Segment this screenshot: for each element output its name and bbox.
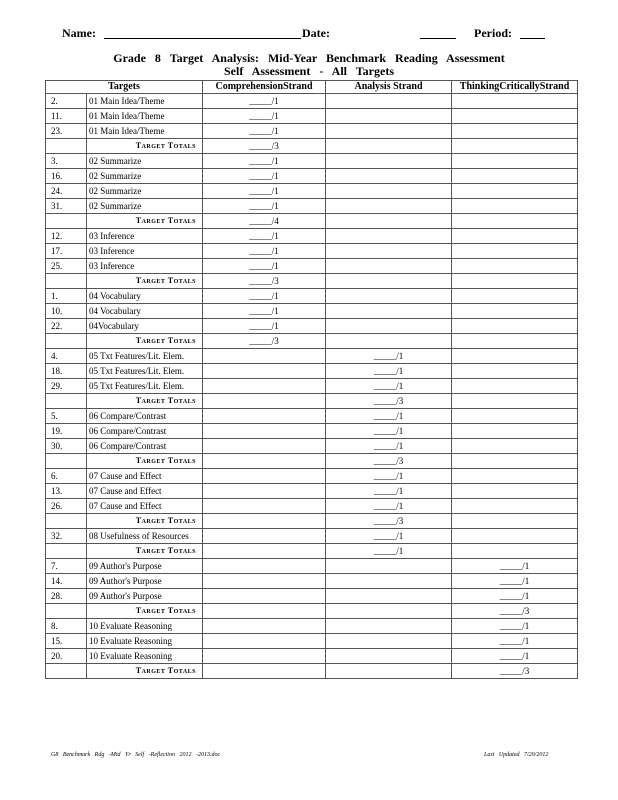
- score-field[interactable]: _____/1: [452, 634, 578, 649]
- table-row: [46, 574, 578, 589]
- score-field[interactable]: _____/1: [326, 499, 452, 514]
- target-name: 10 Evaluate Reasoning: [87, 619, 203, 634]
- question-number: 15.: [46, 634, 87, 649]
- score-field[interactable]: _____/3: [452, 664, 578, 679]
- score-field[interactable]: _____/1: [203, 169, 326, 184]
- empty-cell: [452, 439, 578, 454]
- empty-cell: [326, 589, 452, 604]
- score-field[interactable]: _____/1: [452, 574, 578, 589]
- table-row: [46, 439, 578, 454]
- empty-cell: [203, 499, 326, 514]
- question-number: 25.: [46, 259, 87, 274]
- empty-cell: [452, 379, 578, 394]
- table-row: [46, 469, 578, 484]
- empty-cell: [452, 169, 578, 184]
- score-field[interactable]: _____/4: [203, 214, 326, 229]
- target-name: 06 Compare/Contrast: [87, 439, 203, 454]
- empty-cell: [452, 424, 578, 439]
- score-field[interactable]: _____/1: [203, 319, 326, 334]
- target-name: 03 Inference: [87, 244, 203, 259]
- num-cell: [46, 454, 87, 469]
- target-totals-row: [46, 604, 578, 619]
- empty-cell: [452, 544, 578, 559]
- question-number: 18.: [46, 364, 87, 379]
- empty-cell: [452, 334, 578, 349]
- empty-cell: [326, 649, 452, 664]
- period-field[interactable]: [520, 26, 545, 39]
- target-totals-label: Target Totals: [87, 214, 203, 229]
- score-field[interactable]: _____/1: [326, 469, 452, 484]
- num-cell: [46, 604, 87, 619]
- table-row: [46, 244, 578, 259]
- empty-cell: [452, 514, 578, 529]
- target-totals-row: [46, 454, 578, 469]
- empty-cell: [452, 184, 578, 199]
- target-totals-row: [46, 274, 578, 289]
- empty-cell: [326, 154, 452, 169]
- question-number: 16.: [46, 169, 87, 184]
- empty-cell: [203, 529, 326, 544]
- table-row: [46, 634, 578, 649]
- empty-cell: [203, 619, 326, 634]
- empty-cell: [452, 109, 578, 124]
- table-row: [46, 409, 578, 424]
- target-totals-label: Target Totals: [87, 334, 203, 349]
- score-field[interactable]: _____/1: [203, 244, 326, 259]
- score-field[interactable]: _____/1: [326, 439, 452, 454]
- target-totals-label: Target Totals: [87, 274, 203, 289]
- empty-cell: [203, 469, 326, 484]
- score-field[interactable]: _____/1: [452, 559, 578, 574]
- num-cell: [46, 214, 87, 229]
- table-row: [46, 484, 578, 499]
- question-number: 7.: [46, 559, 87, 574]
- empty-cell: [452, 319, 578, 334]
- score-field[interactable]: _____/1: [452, 619, 578, 634]
- question-number: 4.: [46, 349, 87, 364]
- empty-cell: [203, 604, 326, 619]
- target-name: 07 Cause and Effect: [87, 484, 203, 499]
- empty-cell: [203, 394, 326, 409]
- score-field[interactable]: _____/3: [326, 394, 452, 409]
- target-name: 04Vocabulary: [87, 319, 203, 334]
- target-name: 01 Main Idea/Theme: [87, 109, 203, 124]
- table-row: [46, 424, 578, 439]
- empty-cell: [326, 574, 452, 589]
- empty-cell: [452, 214, 578, 229]
- empty-cell: [452, 529, 578, 544]
- empty-cell: [203, 634, 326, 649]
- score-field[interactable]: _____/3: [203, 139, 326, 154]
- score-field[interactable]: _____/1: [203, 229, 326, 244]
- target-name: 09 Author's Purpose: [87, 574, 203, 589]
- score-field[interactable]: _____/1: [326, 364, 452, 379]
- score-field[interactable]: _____/3: [452, 604, 578, 619]
- empty-cell: [326, 319, 452, 334]
- target-name: 07 Cause and Effect: [87, 469, 203, 484]
- empty-cell: [452, 349, 578, 364]
- empty-cell: [203, 409, 326, 424]
- table-row: [46, 289, 578, 304]
- footer-updated: Last Updated 7/20/2012: [484, 752, 549, 758]
- name-label: Name:: [62, 26, 96, 40]
- question-number: 30.: [46, 439, 87, 454]
- score-field[interactable]: _____/1: [326, 349, 452, 364]
- target-name: 08 Usefulness of Resources: [87, 529, 203, 544]
- question-number: 32.: [46, 529, 87, 544]
- score-field[interactable]: _____/1: [203, 289, 326, 304]
- score-field[interactable]: _____/1: [203, 109, 326, 124]
- target-name: 03 Inference: [87, 259, 203, 274]
- score-field[interactable]: _____/1: [203, 304, 326, 319]
- empty-cell: [326, 304, 452, 319]
- table-row: [46, 364, 578, 379]
- empty-cell: [326, 559, 452, 574]
- score-field[interactable]: _____/3: [203, 334, 326, 349]
- score-field[interactable]: _____/1: [452, 589, 578, 604]
- empty-cell: [452, 499, 578, 514]
- target-totals-label: Target Totals: [87, 394, 203, 409]
- table-row: [46, 199, 578, 214]
- empty-cell: [326, 169, 452, 184]
- empty-cell: [203, 454, 326, 469]
- empty-cell: [326, 274, 452, 289]
- name-field[interactable]: [104, 26, 301, 39]
- target-name: 01 Main Idea/Theme: [87, 124, 203, 139]
- target-totals-label: Target Totals: [87, 604, 203, 619]
- table-row: [46, 589, 578, 604]
- question-number: 29.: [46, 379, 87, 394]
- target-name: 02 Summarize: [87, 154, 203, 169]
- date-field[interactable]: [420, 26, 456, 39]
- target-totals-row: [46, 139, 578, 154]
- score-field[interactable]: _____/1: [326, 379, 452, 394]
- question-number: 2.: [46, 94, 87, 109]
- empty-cell: [203, 424, 326, 439]
- target-totals-label: Target Totals: [87, 544, 203, 559]
- target-totals-label: Target Totals: [87, 514, 203, 529]
- score-field[interactable]: _____/1: [203, 124, 326, 139]
- target-analysis-table: [45, 80, 578, 679]
- table-row: [46, 169, 578, 184]
- empty-cell: [326, 94, 452, 109]
- empty-cell: [203, 514, 326, 529]
- empty-cell: [203, 484, 326, 499]
- table-row: [46, 94, 578, 109]
- empty-cell: [326, 184, 452, 199]
- empty-cell: [452, 364, 578, 379]
- period-label: Period:: [474, 26, 512, 40]
- score-field[interactable]: _____/1: [203, 94, 326, 109]
- table-row: [46, 124, 578, 139]
- num-cell: [46, 394, 87, 409]
- target-name: 03 Inference: [87, 229, 203, 244]
- target-totals-row: [46, 334, 578, 349]
- target-name: 09 Author's Purpose: [87, 559, 203, 574]
- score-field[interactable]: _____/1: [326, 409, 452, 424]
- empty-cell: [203, 439, 326, 454]
- col-header-thinking-critically: ThinkingCriticallyStrand: [452, 81, 578, 94]
- question-number: 11.: [46, 109, 87, 124]
- table-row: [46, 529, 578, 544]
- question-number: 23.: [46, 124, 87, 139]
- empty-cell: [452, 94, 578, 109]
- question-number: 24.: [46, 184, 87, 199]
- score-field[interactable]: _____/1: [326, 544, 452, 559]
- target-name: 06 Compare/Contrast: [87, 424, 203, 439]
- page-title: Grade 8 Target Analysis: Mid-Year Benchmark Reading Assessment: [113, 51, 505, 65]
- empty-cell: [326, 289, 452, 304]
- empty-cell: [452, 289, 578, 304]
- page-subtitle: Self Assessment - All Targets: [223, 64, 394, 78]
- num-cell: [46, 139, 87, 154]
- question-number: 19.: [46, 424, 87, 439]
- target-name: 04 Vocabulary: [87, 289, 203, 304]
- target-name: 02 Summarize: [87, 184, 203, 199]
- empty-cell: [452, 394, 578, 409]
- target-totals-row: [46, 514, 578, 529]
- empty-cell: [452, 229, 578, 244]
- target-totals-row: [46, 214, 578, 229]
- table-row: [46, 559, 578, 574]
- empty-cell: [203, 589, 326, 604]
- target-name: 01 Main Idea/Theme: [87, 94, 203, 109]
- question-number: 3.: [46, 154, 87, 169]
- target-name: 09 Author's Purpose: [87, 589, 203, 604]
- col-header-comprehension: ComprehensionStrand: [203, 81, 326, 94]
- num-cell: [46, 334, 87, 349]
- empty-cell: [452, 469, 578, 484]
- empty-cell: [203, 349, 326, 364]
- empty-cell: [326, 334, 452, 349]
- table-row: [46, 379, 578, 394]
- question-number: 26.: [46, 499, 87, 514]
- empty-cell: [203, 379, 326, 394]
- target-name: 05 Txt Features/Lit. Elem.: [87, 349, 203, 364]
- table-row: [46, 349, 578, 364]
- empty-cell: [326, 124, 452, 139]
- question-number: 13.: [46, 484, 87, 499]
- table-row: [46, 229, 578, 244]
- col-header-analysis: Analysis Strand: [326, 81, 452, 94]
- score-field[interactable]: _____/3: [326, 514, 452, 529]
- question-number: 20.: [46, 649, 87, 664]
- score-field[interactable]: _____/1: [203, 259, 326, 274]
- target-totals-row: [46, 394, 578, 409]
- num-cell: [46, 544, 87, 559]
- question-number: 10.: [46, 304, 87, 319]
- score-field[interactable]: _____/3: [326, 454, 452, 469]
- target-name: 06 Compare/Contrast: [87, 409, 203, 424]
- empty-cell: [203, 559, 326, 574]
- empty-cell: [203, 574, 326, 589]
- empty-cell: [203, 649, 326, 664]
- empty-cell: [452, 454, 578, 469]
- table-row: [46, 184, 578, 199]
- target-totals-label: Target Totals: [87, 454, 203, 469]
- empty-cell: [203, 364, 326, 379]
- col-header-targets: Targets: [46, 81, 203, 94]
- empty-cell: [326, 214, 452, 229]
- target-name: 10 Evaluate Reasoning: [87, 634, 203, 649]
- score-field[interactable]: _____/1: [203, 199, 326, 214]
- empty-cell: [452, 199, 578, 214]
- table-row: [46, 109, 578, 124]
- target-name: 04 Vocabulary: [87, 304, 203, 319]
- empty-cell: [326, 619, 452, 634]
- score-field[interactable]: _____/1: [326, 484, 452, 499]
- empty-cell: [326, 139, 452, 154]
- question-number: 5.: [46, 409, 87, 424]
- table-row: [46, 649, 578, 664]
- table-row: [46, 619, 578, 634]
- empty-cell: [326, 229, 452, 244]
- empty-cell: [326, 664, 452, 679]
- empty-cell: [326, 634, 452, 649]
- empty-cell: [452, 274, 578, 289]
- question-number: 22.: [46, 319, 87, 334]
- num-cell: [46, 664, 87, 679]
- score-field[interactable]: _____/1: [203, 154, 326, 169]
- empty-cell: [326, 604, 452, 619]
- target-name: 05 Txt Features/Lit. Elem.: [87, 379, 203, 394]
- question-number: 12.: [46, 229, 87, 244]
- table-row: [46, 259, 578, 274]
- table-row: [46, 319, 578, 334]
- num-cell: [46, 274, 87, 289]
- table-header-row: [46, 81, 578, 94]
- empty-cell: [203, 664, 326, 679]
- score-field[interactable]: _____/1: [203, 184, 326, 199]
- score-field[interactable]: _____/1: [326, 424, 452, 439]
- empty-cell: [452, 304, 578, 319]
- score-field[interactable]: _____/1: [326, 529, 452, 544]
- date-label: Date:: [302, 26, 330, 40]
- question-number: 17.: [46, 244, 87, 259]
- empty-cell: [452, 124, 578, 139]
- target-totals-label: Target Totals: [87, 664, 203, 679]
- table-body: [46, 94, 578, 679]
- question-number: 14.: [46, 574, 87, 589]
- target-name: 07 Cause and Effect: [87, 499, 203, 514]
- question-number: 31.: [46, 199, 87, 214]
- empty-cell: [326, 244, 452, 259]
- empty-cell: [326, 259, 452, 274]
- empty-cell: [326, 199, 452, 214]
- question-number: 8.: [46, 619, 87, 634]
- empty-cell: [326, 109, 452, 124]
- target-totals-row: [46, 664, 578, 679]
- header-row: [0, 26, 618, 44]
- table-row: [46, 499, 578, 514]
- question-number: 6.: [46, 469, 87, 484]
- empty-cell: [452, 484, 578, 499]
- empty-cell: [452, 259, 578, 274]
- empty-cell: [452, 139, 578, 154]
- table-row: [46, 154, 578, 169]
- footer-filename: G8 Benchmark Rdg -Mid Yr Self -Reflection 2012 -2013.doc: [51, 752, 221, 758]
- empty-cell: [203, 544, 326, 559]
- empty-cell: [452, 244, 578, 259]
- target-name: 02 Summarize: [87, 199, 203, 214]
- score-field[interactable]: _____/3: [203, 274, 326, 289]
- question-number: 1.: [46, 289, 87, 304]
- score-field[interactable]: _____/1: [452, 649, 578, 664]
- target-totals-label: Target Totals: [87, 139, 203, 154]
- table-row: [46, 304, 578, 319]
- empty-cell: [452, 409, 578, 424]
- target-name: 05 Txt Features/Lit. Elem.: [87, 364, 203, 379]
- num-cell: [46, 514, 87, 529]
- empty-cell: [452, 154, 578, 169]
- question-number: 28.: [46, 589, 87, 604]
- target-name: 10 Evaluate Reasoning: [87, 649, 203, 664]
- target-name: 02 Summarize: [87, 169, 203, 184]
- target-totals-row: [46, 544, 578, 559]
